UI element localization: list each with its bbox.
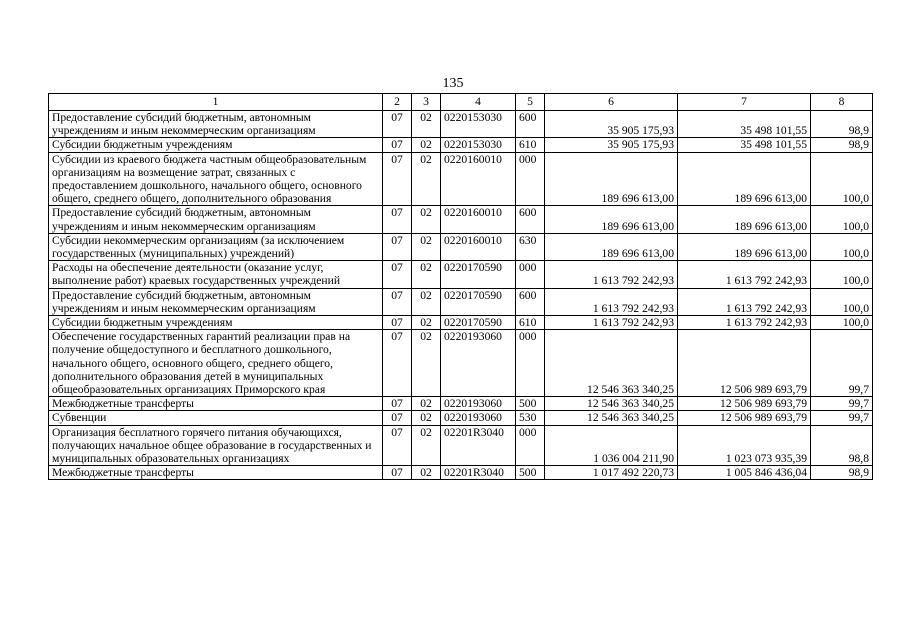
expense-kind-cell: 530 [516,411,545,425]
subsection-code-cell: 02 [412,397,441,411]
table-row [49,152,873,206]
subsection-code-cell: 02 [412,330,441,397]
page-number: 135 [442,76,464,91]
actual-amount-cell: 35 498 101,55 [678,138,811,152]
planned-amount-cell: 189 696 613,00 [545,206,678,233]
row-name-cell: Расходы на обеспечение деятельности (оказание услуг, выполнение работ) краевых государственных учреждений [49,261,383,288]
table-row [49,288,873,315]
target-article-cell: 0220170590 [441,261,516,288]
expense-kind-cell: 000 [516,330,545,397]
subsection-code-cell: 02 [412,206,441,233]
target-article-cell: 0220193060 [441,397,516,411]
planned-amount-cell: 1 017 492 220,73 [545,466,678,480]
planned-amount-cell: 12 546 363 340,25 [545,411,678,425]
execution-percent-cell: 98,8 [811,425,873,466]
expense-kind-cell: 610 [516,138,545,152]
actual-amount-cell: 1 613 792 242,93 [678,316,811,330]
execution-percent-cell: 98,9 [811,111,873,138]
planned-amount-cell: 1 613 792 242,93 [545,316,678,330]
subsection-code-cell: 02 [412,425,441,466]
row-name-cell: Предоставление субсидий бюджетным, автономным учреждениям и иным некоммерческим организациям [49,111,383,138]
section-code-cell: 07 [383,152,412,206]
actual-amount-cell: 189 696 613,00 [678,152,811,206]
target-article-cell: 0220153030 [441,111,516,138]
execution-percent-cell: 100,0 [811,152,873,206]
actual-amount-cell: 189 696 613,00 [678,233,811,260]
column-header: 7 [678,94,811,111]
actual-amount-cell: 1 023 073 935,39 [678,425,811,466]
subsection-code-cell: 02 [412,138,441,152]
row-name-cell: Межбюджетные трансферты [49,466,383,480]
target-article-cell: 0220160010 [441,233,516,260]
target-article-cell: 0220193060 [441,411,516,425]
row-name-cell: Субвенции [49,411,383,425]
execution-percent-cell: 99,7 [811,411,873,425]
subsection-code-cell: 02 [412,288,441,315]
actual-amount-cell: 1 613 792 242,93 [678,288,811,315]
expense-kind-cell: 600 [516,206,545,233]
target-article-cell: 02201R3040 [441,466,516,480]
table-row [49,397,873,411]
actual-amount-cell: 12 506 989 693,79 [678,397,811,411]
column-header: 5 [516,94,545,111]
row-name-cell: Межбюджетные трансферты [49,397,383,411]
actual-amount-cell: 1 613 792 242,93 [678,261,811,288]
column-header: 3 [412,94,441,111]
section-code-cell: 07 [383,330,412,397]
execution-percent-cell: 99,7 [811,397,873,411]
row-name-cell: Предоставление субсидий бюджетным, автономным учреждениям и иным некоммерческим организациям [49,206,383,233]
section-code-cell: 07 [383,138,412,152]
target-article-cell: 0220170590 [441,288,516,315]
table-body [49,111,873,480]
planned-amount-cell: 12 546 363 340,25 [545,330,678,397]
execution-percent-cell: 99,7 [811,330,873,397]
column-header: 1 [49,94,383,111]
expense-kind-cell: 630 [516,233,545,260]
row-name-cell: Обеспечение государственных гарантий реализации прав на получение общедоступного и бесплатного дошкольного, начального общего, основного общего, среднего общего, дополнительного образования детей в муниципальных общеобразовательных организациях Приморского края [49,330,383,397]
expense-kind-cell: 000 [516,261,545,288]
target-article-cell: 0220160010 [441,206,516,233]
actual-amount-cell: 189 696 613,00 [678,206,811,233]
expense-kind-cell: 500 [516,397,545,411]
planned-amount-cell: 1 036 004 211,90 [545,425,678,466]
section-code-cell: 07 [383,261,412,288]
planned-amount-cell: 35 905 175,93 [545,111,678,138]
execution-percent-cell: 100,0 [811,288,873,315]
subsection-code-cell: 02 [412,233,441,260]
planned-amount-cell: 12 546 363 340,25 [545,397,678,411]
section-code-cell: 07 [383,111,412,138]
actual-amount-cell: 1 005 846 436,04 [678,466,811,480]
section-code-cell: 07 [383,288,412,315]
planned-amount-cell: 189 696 613,00 [545,233,678,260]
execution-percent-cell: 98,9 [811,138,873,152]
subsection-code-cell: 02 [412,411,441,425]
planned-amount-cell: 1 613 792 242,93 [545,261,678,288]
target-article-cell: 02201R3040 [441,425,516,466]
row-name-cell: Предоставление субсидий бюджетным, автономным учреждениям и иным некоммерческим организациям [49,288,383,315]
section-code-cell: 07 [383,233,412,260]
expense-kind-cell: 000 [516,425,545,466]
table-row [49,411,873,425]
section-code-cell: 07 [383,206,412,233]
actual-amount-cell: 12 506 989 693,79 [678,330,811,397]
execution-percent-cell: 100,0 [811,261,873,288]
row-name-cell: Субсидии бюджетным учреждениям [49,138,383,152]
target-article-cell: 0220170590 [441,316,516,330]
target-article-cell: 0220153030 [441,138,516,152]
table-row [49,425,873,466]
execution-percent-cell: 98,9 [811,466,873,480]
section-code-cell: 07 [383,425,412,466]
actual-amount-cell: 12 506 989 693,79 [678,411,811,425]
column-header: 6 [545,94,678,111]
column-header: 2 [383,94,412,111]
row-name-cell: Субсидии из краевого бюджета частным общеобразовательным организациям на возмещение затрат, связанных с предоставлением дошкольного, начального общего, основного общего, среднего общего, дополнительного образования [49,152,383,206]
section-code-cell: 07 [383,411,412,425]
table-row [49,466,873,480]
subsection-code-cell: 02 [412,316,441,330]
target-article-cell: 0220193060 [441,330,516,397]
expense-kind-cell: 610 [516,316,545,330]
column-header: 4 [441,94,516,111]
planned-amount-cell: 35 905 175,93 [545,138,678,152]
table-row [49,316,873,330]
table-row [49,138,873,152]
table-row [49,330,873,397]
subsection-code-cell: 02 [412,261,441,288]
table-row [49,261,873,288]
execution-percent-cell: 100,0 [811,233,873,260]
planned-amount-cell: 189 696 613,00 [545,152,678,206]
section-code-cell: 07 [383,466,412,480]
subsection-code-cell: 02 [412,152,441,206]
planned-amount-cell: 1 613 792 242,93 [545,288,678,315]
expense-kind-cell: 600 [516,288,545,315]
section-code-cell: 07 [383,316,412,330]
table-row [49,233,873,260]
table-row [49,111,873,138]
execution-percent-cell: 100,0 [811,316,873,330]
actual-amount-cell: 35 498 101,55 [678,111,811,138]
row-name-cell: Субсидии бюджетным учреждениям [49,316,383,330]
execution-percent-cell: 100,0 [811,206,873,233]
row-name-cell: Субсидии некоммерческим организациям (за исключением государственных (муниципальных) учреждений) [49,233,383,260]
row-name-cell: Организация бесплатного горячего питания обучающихся, получающих начальное общее образование в государственных и муниципальных образовательных организациях [49,425,383,466]
section-code-cell: 07 [383,397,412,411]
table-header-row [49,94,873,111]
target-article-cell: 0220160010 [441,152,516,206]
expense-kind-cell: 000 [516,152,545,206]
subsection-code-cell: 02 [412,466,441,480]
expense-kind-cell: 500 [516,466,545,480]
budget-table [48,93,873,480]
subsection-code-cell: 02 [412,111,441,138]
table-row [49,206,873,233]
expense-kind-cell: 600 [516,111,545,138]
column-header: 8 [811,94,873,111]
